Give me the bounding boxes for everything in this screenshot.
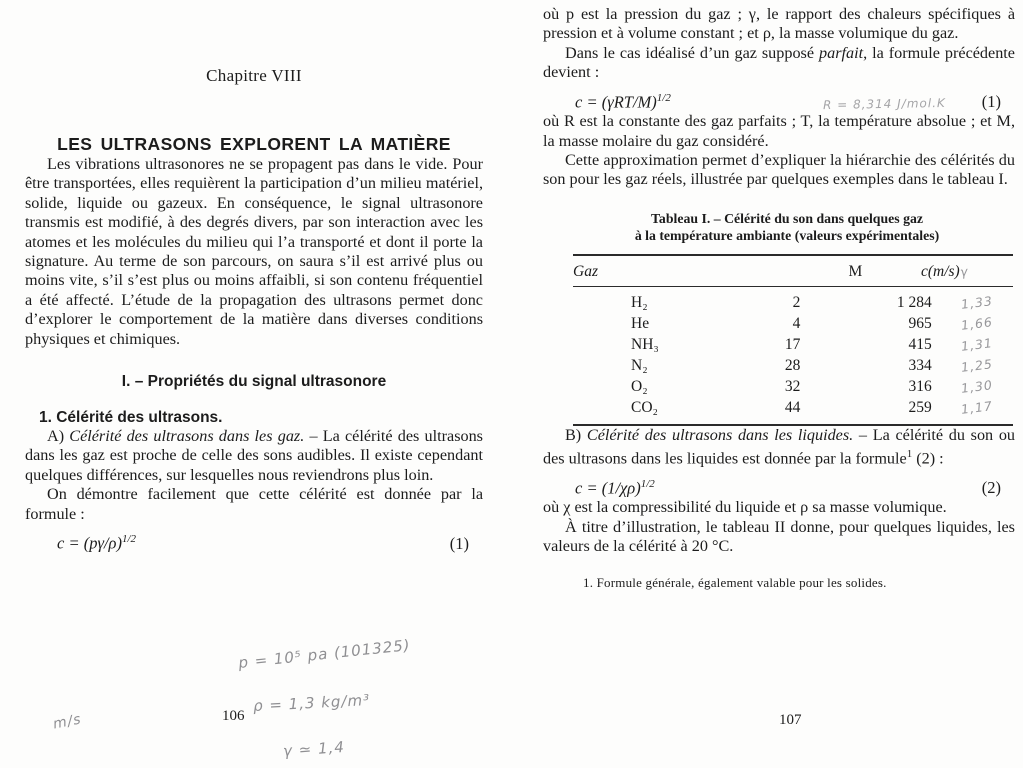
right-page (543, 0, 1015, 768)
cell-celerity: 415 (908, 335, 932, 353)
column-header-penciled-gamma: γ (958, 263, 970, 280)
cell-gas: H₂ (631, 293, 648, 311)
equation-2-exponent: 1/2 (640, 477, 655, 490)
table-row (573, 334, 1013, 355)
paragraph-b-italic-lead: Célérité des ultrasons dans les liquides. (586, 425, 854, 444)
table-caption (569, 210, 1005, 244)
equation-1-body: c = (pγ/ρ) (57, 533, 122, 553)
table-row (573, 376, 1013, 397)
chapter-heading: Chapitre VIII (206, 66, 302, 85)
paragraph-b (543, 426, 1015, 469)
section-heading: I. – Propriétés du signal ultrasonore (121, 373, 387, 391)
handwritten-gas-constant-note: R = 8,314 J/mol.K (822, 95, 946, 113)
cell-molar-mass: 28 (784, 356, 801, 374)
cell-molar-mass: 44 (784, 398, 801, 416)
paragraph-a-italic-lead: Célérité des ultrasons dans les gaz. (69, 427, 305, 446)
paragraph-b-tail: (2) : (912, 449, 944, 468)
table-caption-line2: à la température ambiante (valeurs expérimentales) (634, 227, 940, 243)
table-caption-line1: Tableau I. – Célérité du son dans quelques gaz (650, 210, 924, 226)
cell-gas: NH₃ (631, 335, 659, 353)
cell-gas: He (631, 314, 650, 332)
equation-1-right-exponent: 1/2 (656, 91, 671, 104)
paragraph-ideal-gas-post: , la formule précédente devient : (543, 43, 1015, 82)
paragraph-b-text: – La célérité du son ou des ultrasons dans les liquides est donnée par la formule (543, 425, 1016, 468)
column-header-gas: Gaz (573, 262, 598, 280)
page-number-107: 107 (779, 712, 802, 728)
gas-celerity-table (573, 254, 1013, 426)
equation-1-right-number: (1) (981, 92, 1001, 112)
paragraph-a (25, 427, 483, 485)
paragraph-a-text: – La célérité des ultrasons dans les gaz est proche de celle des sons audibles. Il existe cependant quelques différences, sur lesquelles nous reviendrons plus loin. (25, 427, 483, 484)
intro-paragraph: Les vibrations ultrasonores ne se propagent pas dans le vide. Pour être transportées, elles requièrent la participation d’un milieu matériel, solide, liquide ou gazeux. En conséquence, le signal ultrasonore transmis est modifié, à des degrés divers, par son interaction avec les atomes et les molécules du milieu qui l’a transporté et dont il porte la signature. Au terme de son parcours, on saura s’il est arrivé plus ou moins vite, s’il s’est plus ou moins affaibli, si son contenu fréquentiel a été affecté. L’étude de la propagation des ultrasons permet donc d’explorer le comportement de la matière dans diverses conditions physiques et chimiques. (25, 155, 483, 348)
cell-penciled-value: 1,31 (959, 334, 994, 354)
cell-molar-mass: 32 (784, 377, 801, 395)
paragraph-a-label: A) (47, 427, 70, 446)
cell-molar-mass: 17 (784, 335, 801, 353)
page-title: LES ULTRASONS EXPLORENT LA MATIÈRE (57, 134, 451, 154)
cell-penciled-value: 1,17 (959, 397, 994, 417)
paragraph-where-p: où p est la pression du gaz ; γ, le rapport des chaleurs spécifiques à pression et à volume constant ; et ρ, la masse volumique du gaz. (543, 5, 1015, 43)
paragraph-ideal-gas (543, 44, 1015, 83)
cell-celerity: 259 (908, 398, 932, 416)
equation-1-right-formula (575, 92, 671, 113)
cell-gas: O₂ (631, 377, 648, 395)
cell-celerity: 1 284 (896, 293, 932, 311)
footnote-marker: 1 (906, 448, 913, 461)
cell-gas: CO₂ (631, 398, 658, 416)
cell-gas: N₂ (631, 356, 648, 374)
cell-celerity: 334 (908, 356, 932, 374)
page-number-106: 106 (222, 708, 245, 724)
equation-1-right-body: c = (γRT/M) (575, 92, 657, 112)
table-header-row (573, 255, 1013, 287)
equation-1-number: (1) (449, 533, 469, 553)
paragraph-where-r: où R est la constante des gaz parfaits ; T, la température absolue ; et M, la masse molaire du gaz considéré. (543, 112, 1015, 150)
left-page (25, 0, 483, 768)
handwritten-units-note: m/s (51, 711, 83, 733)
cell-celerity: 965 (908, 314, 932, 332)
paragraph-ideal-gas-italic: parfait (819, 43, 864, 62)
equation-2-number: (2) (981, 478, 1001, 498)
equation-1-formula (57, 533, 136, 554)
cell-molar-mass: 2 (792, 293, 801, 311)
paragraph-approximation: Cette approximation permet d’expliquer la hiérarchie des célérités du son pour les gaz réels, illustrée par quelques exemples dans le tableau I. (543, 150, 1015, 189)
table-row (573, 397, 1013, 425)
equation-1-left (25, 533, 483, 554)
cell-molar-mass: 4 (792, 314, 801, 332)
handwritten-pressure-note: p = 10⁵ pa (101325) (237, 636, 412, 672)
equation-2-formula (575, 478, 655, 499)
equation-1-exponent: 1/2 (121, 533, 137, 546)
handwritten-gamma-note: γ ≃ 1,4 (282, 737, 346, 761)
subsection-heading: 1. Célérité des ultrasons. (39, 409, 223, 427)
paragraph-illustration: À titre d’illustration, le tableau II donne, pour quelques liquides, les valeurs de la célérité à 20 °C. (543, 517, 1015, 556)
paragraph-b-label: B) (565, 425, 587, 444)
formula-intro-paragraph: On démontre facilement que cette célérité est donnée par la formule : (25, 485, 483, 523)
equation-2-body: c = (1/χρ) (575, 478, 641, 498)
paragraph-compressibility: où χ est la compressibilité du liquide et ρ sa masse volumique. (543, 498, 947, 517)
footnote: 1. Formule générale, également valable pour les solides. (583, 574, 887, 590)
equation-2 (543, 478, 1015, 499)
table-row (573, 313, 1013, 334)
table-row (573, 286, 1013, 313)
paragraph-ideal-gas-pre: Dans le cas idéalisé d’un gaz supposé (565, 43, 819, 62)
table-row (573, 355, 1013, 376)
cell-celerity: 316 (908, 377, 932, 395)
cell-penciled-value: 1,30 (959, 376, 994, 396)
column-header-m: M (848, 262, 863, 280)
cell-penciled-value: 1,33 (959, 292, 994, 312)
cell-penciled-value: 1,25 (959, 355, 994, 375)
column-header-celerity: c(m/s) (920, 262, 960, 280)
cell-penciled-value: 1,66 (959, 313, 994, 333)
handwritten-density-note: ρ = 1,3 kg/m³ (252, 690, 371, 716)
